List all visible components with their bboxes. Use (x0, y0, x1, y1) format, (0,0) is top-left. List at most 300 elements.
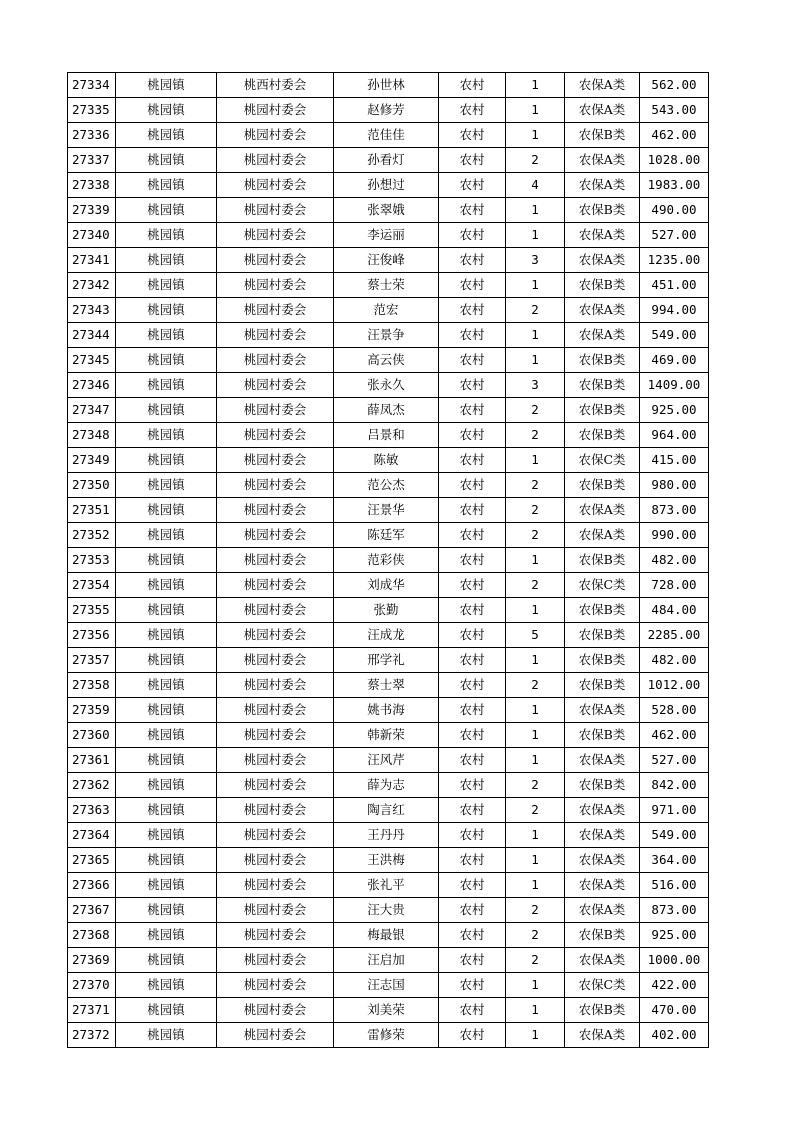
household-type-cell: 农村 (439, 198, 506, 223)
table-row (68, 873, 709, 898)
person-count-cell: 2 (506, 298, 565, 323)
household-type-cell: 农村 (439, 648, 506, 673)
household-type-cell: 农村 (439, 723, 506, 748)
amount-cell: 527.00 (640, 748, 709, 773)
table-row (68, 773, 709, 798)
name-cell: 汪景华 (334, 498, 439, 523)
name-cell: 陶言红 (334, 798, 439, 823)
village-committee-cell: 桃园村委会 (217, 648, 334, 673)
village-committee-cell: 桃园村委会 (217, 798, 334, 823)
village-committee-cell: 桃园村委会 (217, 173, 334, 198)
person-count-cell: 2 (506, 923, 565, 948)
household-type-cell: 农村 (439, 873, 506, 898)
town-cell: 桃园镇 (116, 923, 217, 948)
table-row (68, 198, 709, 223)
name-cell: 汪成龙 (334, 623, 439, 648)
insurance-category-cell: 农保C类 (565, 448, 640, 473)
name-cell: 张勤 (334, 598, 439, 623)
village-committee-cell: 桃园村委会 (217, 298, 334, 323)
person-count-cell: 1 (506, 98, 565, 123)
row-id-cell: 27357 (68, 648, 116, 673)
person-count-cell: 1 (506, 323, 565, 348)
amount-cell: 990.00 (640, 523, 709, 548)
household-type-cell: 农村 (439, 348, 506, 373)
town-cell: 桃园镇 (116, 623, 217, 648)
name-cell: 孙看灯 (334, 148, 439, 173)
name-cell: 赵修芳 (334, 98, 439, 123)
amount-cell: 1028.00 (640, 148, 709, 173)
name-cell: 薛为志 (334, 773, 439, 798)
household-type-cell: 农村 (439, 123, 506, 148)
insurance-category-cell: 农保B类 (565, 673, 640, 698)
name-cell: 陈敏 (334, 448, 439, 473)
row-id-cell: 27348 (68, 423, 116, 448)
town-cell: 桃园镇 (116, 673, 217, 698)
table-row (68, 798, 709, 823)
amount-cell: 980.00 (640, 473, 709, 498)
insurance-category-cell: 农保B类 (565, 923, 640, 948)
table-row (68, 748, 709, 773)
insurance-category-cell: 农保A类 (565, 223, 640, 248)
amount-cell: 469.00 (640, 348, 709, 373)
name-cell: 张礼平 (334, 873, 439, 898)
household-type-cell: 农村 (439, 473, 506, 498)
town-cell: 桃园镇 (116, 173, 217, 198)
insurance-category-cell: 农保B类 (565, 598, 640, 623)
insurance-category-cell: 农保A类 (565, 698, 640, 723)
village-committee-cell: 桃园村委会 (217, 248, 334, 273)
table-row (68, 223, 709, 248)
amount-cell: 1235.00 (640, 248, 709, 273)
name-cell: 王洪梅 (334, 848, 439, 873)
row-id-cell: 27367 (68, 898, 116, 923)
table-row (68, 898, 709, 923)
household-type-cell: 农村 (439, 423, 506, 448)
name-cell: 蔡士翠 (334, 673, 439, 698)
name-cell: 高云侠 (334, 348, 439, 373)
amount-cell: 549.00 (640, 823, 709, 848)
name-cell: 韩新荣 (334, 723, 439, 748)
household-type-cell: 农村 (439, 373, 506, 398)
name-cell: 孙世林 (334, 73, 439, 98)
row-id-cell: 27349 (68, 448, 116, 473)
household-type-cell: 农村 (439, 748, 506, 773)
row-id-cell: 27336 (68, 123, 116, 148)
insurance-category-cell: 农保A类 (565, 298, 640, 323)
household-type-cell: 农村 (439, 898, 506, 923)
village-committee-cell: 桃园村委会 (217, 573, 334, 598)
amount-cell: 1409.00 (640, 373, 709, 398)
amount-cell: 482.00 (640, 648, 709, 673)
person-count-cell: 1 (506, 273, 565, 298)
amount-cell: 728.00 (640, 573, 709, 598)
row-id-cell: 27363 (68, 798, 116, 823)
name-cell: 范公杰 (334, 473, 439, 498)
village-committee-cell: 桃园村委会 (217, 698, 334, 723)
town-cell: 桃园镇 (116, 848, 217, 873)
table-row (68, 248, 709, 273)
town-cell: 桃园镇 (116, 273, 217, 298)
amount-cell: 1012.00 (640, 673, 709, 698)
town-cell: 桃园镇 (116, 873, 217, 898)
household-type-cell: 农村 (439, 148, 506, 173)
amount-cell: 482.00 (640, 548, 709, 573)
name-cell: 刘美荣 (334, 998, 439, 1023)
amount-cell: 415.00 (640, 448, 709, 473)
household-type-cell: 农村 (439, 548, 506, 573)
person-count-cell: 1 (506, 823, 565, 848)
amount-cell: 543.00 (640, 98, 709, 123)
person-count-cell: 5 (506, 623, 565, 648)
insurance-category-cell: 农保A类 (565, 98, 640, 123)
town-cell: 桃园镇 (116, 123, 217, 148)
amount-cell: 527.00 (640, 223, 709, 248)
row-id-cell: 27350 (68, 473, 116, 498)
insurance-category-cell: 农保A类 (565, 248, 640, 273)
insurance-category-cell: 农保B类 (565, 648, 640, 673)
village-committee-cell: 桃园村委会 (217, 998, 334, 1023)
amount-cell: 364.00 (640, 848, 709, 873)
village-committee-cell: 桃园村委会 (217, 548, 334, 573)
amount-cell: 484.00 (640, 598, 709, 623)
row-id-cell: 27346 (68, 373, 116, 398)
table-row (68, 673, 709, 698)
name-cell: 王丹丹 (334, 823, 439, 848)
name-cell: 汪景争 (334, 323, 439, 348)
table-row (68, 848, 709, 873)
household-type-cell: 农村 (439, 823, 506, 848)
person-count-cell: 2 (506, 673, 565, 698)
table-row (68, 173, 709, 198)
insurance-category-cell: 农保B类 (565, 998, 640, 1023)
person-count-cell: 2 (506, 773, 565, 798)
amount-cell: 451.00 (640, 273, 709, 298)
amount-cell: 470.00 (640, 998, 709, 1023)
row-id-cell: 27369 (68, 948, 116, 973)
amount-cell: 925.00 (640, 398, 709, 423)
village-committee-cell: 桃园村委会 (217, 323, 334, 348)
row-id-cell: 27355 (68, 598, 116, 623)
row-id-cell: 27343 (68, 298, 116, 323)
household-type-cell: 农村 (439, 623, 506, 648)
town-cell: 桃园镇 (116, 473, 217, 498)
household-type-cell: 农村 (439, 948, 506, 973)
table-row (68, 548, 709, 573)
row-id-cell: 27347 (68, 398, 116, 423)
person-count-cell: 1 (506, 698, 565, 723)
village-committee-cell: 桃园村委会 (217, 723, 334, 748)
person-count-cell: 2 (506, 948, 565, 973)
household-type-cell: 农村 (439, 498, 506, 523)
table-row (68, 523, 709, 548)
person-count-cell: 1 (506, 973, 565, 998)
amount-cell: 2285.00 (640, 623, 709, 648)
name-cell: 薛凤杰 (334, 398, 439, 423)
insurance-category-cell: 农保A类 (565, 73, 640, 98)
table-row (68, 273, 709, 298)
name-cell: 范宏 (334, 298, 439, 323)
village-committee-cell: 桃园村委会 (217, 98, 334, 123)
name-cell: 范佳佳 (334, 123, 439, 148)
household-type-cell: 农村 (439, 298, 506, 323)
person-count-cell: 1 (506, 873, 565, 898)
person-count-cell: 1 (506, 198, 565, 223)
row-id-cell: 27341 (68, 248, 116, 273)
insurance-category-cell: 农保C类 (565, 573, 640, 598)
household-type-cell: 农村 (439, 248, 506, 273)
amount-cell: 562.00 (640, 73, 709, 98)
household-type-cell: 农村 (439, 398, 506, 423)
row-id-cell: 27340 (68, 223, 116, 248)
insurance-category-cell: 农保B类 (565, 623, 640, 648)
person-count-cell: 2 (506, 573, 565, 598)
person-count-cell: 1 (506, 1023, 565, 1048)
village-committee-cell: 桃园村委会 (217, 423, 334, 448)
row-id-cell: 27334 (68, 73, 116, 98)
village-committee-cell: 桃园村委会 (217, 623, 334, 648)
name-cell: 张翠娥 (334, 198, 439, 223)
town-cell: 桃园镇 (116, 898, 217, 923)
table-row (68, 1023, 709, 1048)
row-id-cell: 27356 (68, 623, 116, 648)
household-type-cell: 农村 (439, 323, 506, 348)
town-cell: 桃园镇 (116, 98, 217, 123)
table-row (68, 148, 709, 173)
name-cell: 范彩侠 (334, 548, 439, 573)
insurance-category-cell: 农保B类 (565, 398, 640, 423)
row-id-cell: 27354 (68, 573, 116, 598)
row-id-cell: 27360 (68, 723, 116, 748)
household-type-cell: 农村 (439, 448, 506, 473)
table-row (68, 598, 709, 623)
household-type-cell: 农村 (439, 573, 506, 598)
row-id-cell: 27344 (68, 323, 116, 348)
person-count-cell: 4 (506, 173, 565, 198)
town-cell: 桃园镇 (116, 73, 217, 98)
village-committee-cell: 桃园村委会 (217, 948, 334, 973)
table-row (68, 498, 709, 523)
insurance-category-cell: 农保A类 (565, 848, 640, 873)
row-id-cell: 27351 (68, 498, 116, 523)
data-table (67, 72, 709, 1048)
amount-cell: 925.00 (640, 923, 709, 948)
village-committee-cell: 桃西村委会 (217, 73, 334, 98)
row-id-cell: 27359 (68, 698, 116, 723)
name-cell: 汪启加 (334, 948, 439, 973)
amount-cell: 490.00 (640, 198, 709, 223)
name-cell: 邢学礼 (334, 648, 439, 673)
household-type-cell: 农村 (439, 598, 506, 623)
town-cell: 桃园镇 (116, 423, 217, 448)
amount-cell: 1000.00 (640, 948, 709, 973)
row-id-cell: 27352 (68, 523, 116, 548)
town-cell: 桃园镇 (116, 523, 217, 548)
table-row (68, 948, 709, 973)
household-type-cell: 农村 (439, 173, 506, 198)
town-cell: 桃园镇 (116, 648, 217, 673)
name-cell: 梅最银 (334, 923, 439, 948)
table-row (68, 923, 709, 948)
village-committee-cell: 桃园村委会 (217, 748, 334, 773)
village-committee-cell: 桃园村委会 (217, 1023, 334, 1048)
name-cell: 吕景和 (334, 423, 439, 448)
person-count-cell: 2 (506, 523, 565, 548)
village-committee-cell: 桃园村委会 (217, 973, 334, 998)
village-committee-cell: 桃园村委会 (217, 523, 334, 548)
village-committee-cell: 桃园村委会 (217, 598, 334, 623)
amount-cell: 842.00 (640, 773, 709, 798)
person-count-cell: 1 (506, 548, 565, 573)
household-type-cell: 农村 (439, 698, 506, 723)
row-id-cell: 27364 (68, 823, 116, 848)
household-type-cell: 农村 (439, 223, 506, 248)
household-type-cell: 农村 (439, 973, 506, 998)
town-cell: 桃园镇 (116, 348, 217, 373)
town-cell: 桃园镇 (116, 698, 217, 723)
household-type-cell: 农村 (439, 798, 506, 823)
table-row (68, 98, 709, 123)
name-cell: 孙想过 (334, 173, 439, 198)
person-count-cell: 2 (506, 498, 565, 523)
table-row (68, 348, 709, 373)
insurance-category-cell: 农保B类 (565, 773, 640, 798)
village-committee-cell: 桃园村委会 (217, 148, 334, 173)
insurance-category-cell: 农保B类 (565, 723, 640, 748)
household-type-cell: 农村 (439, 773, 506, 798)
household-type-cell: 农村 (439, 673, 506, 698)
row-id-cell: 27372 (68, 1023, 116, 1048)
name-cell: 蔡士荣 (334, 273, 439, 298)
table-row (68, 573, 709, 598)
person-count-cell: 1 (506, 748, 565, 773)
town-cell: 桃园镇 (116, 973, 217, 998)
amount-cell: 994.00 (640, 298, 709, 323)
amount-cell: 964.00 (640, 423, 709, 448)
person-count-cell: 1 (506, 73, 565, 98)
household-type-cell: 农村 (439, 1023, 506, 1048)
village-committee-cell: 桃园村委会 (217, 273, 334, 298)
town-cell: 桃园镇 (116, 198, 217, 223)
insurance-category-cell: 农保A类 (565, 173, 640, 198)
insurance-category-cell: 农保B类 (565, 123, 640, 148)
village-committee-cell: 桃园村委会 (217, 198, 334, 223)
row-id-cell: 27362 (68, 773, 116, 798)
amount-cell: 462.00 (640, 723, 709, 748)
table-row (68, 973, 709, 998)
person-count-cell: 1 (506, 998, 565, 1023)
village-committee-cell: 桃园村委会 (217, 348, 334, 373)
table-row (68, 623, 709, 648)
amount-cell: 528.00 (640, 698, 709, 723)
town-cell: 桃园镇 (116, 248, 217, 273)
household-type-cell: 农村 (439, 98, 506, 123)
amount-cell: 873.00 (640, 498, 709, 523)
table-row (68, 448, 709, 473)
person-count-cell: 2 (506, 898, 565, 923)
amount-cell: 873.00 (640, 898, 709, 923)
name-cell: 汪大贵 (334, 898, 439, 923)
person-count-cell: 2 (506, 423, 565, 448)
insurance-category-cell: 农保B类 (565, 273, 640, 298)
village-committee-cell: 桃园村委会 (217, 848, 334, 873)
insurance-category-cell: 农保A类 (565, 873, 640, 898)
name-cell: 刘成华 (334, 573, 439, 598)
town-cell: 桃园镇 (116, 148, 217, 173)
insurance-category-cell: 农保A类 (565, 498, 640, 523)
table-row (68, 723, 709, 748)
name-cell: 雷修荣 (334, 1023, 439, 1048)
town-cell: 桃园镇 (116, 598, 217, 623)
row-id-cell: 27339 (68, 198, 116, 223)
person-count-cell: 3 (506, 373, 565, 398)
row-id-cell: 27368 (68, 923, 116, 948)
name-cell: 姚书海 (334, 698, 439, 723)
insurance-category-cell: 农保A类 (565, 523, 640, 548)
town-cell: 桃园镇 (116, 798, 217, 823)
person-count-cell: 1 (506, 223, 565, 248)
row-id-cell: 27365 (68, 848, 116, 873)
household-type-cell: 农村 (439, 73, 506, 98)
town-cell: 桃园镇 (116, 223, 217, 248)
town-cell: 桃园镇 (116, 1023, 217, 1048)
table-row (68, 648, 709, 673)
row-id-cell: 27338 (68, 173, 116, 198)
table-row (68, 473, 709, 498)
table-row (68, 823, 709, 848)
village-committee-cell: 桃园村委会 (217, 373, 334, 398)
insurance-category-cell: 农保B类 (565, 198, 640, 223)
name-cell: 汪志国 (334, 973, 439, 998)
household-type-cell: 农村 (439, 273, 506, 298)
amount-cell: 462.00 (640, 123, 709, 148)
person-count-cell: 2 (506, 398, 565, 423)
insurance-category-cell: 农保A类 (565, 948, 640, 973)
amount-cell: 971.00 (640, 798, 709, 823)
village-committee-cell: 桃园村委会 (217, 673, 334, 698)
insurance-category-cell: 农保A类 (565, 748, 640, 773)
row-id-cell: 27337 (68, 148, 116, 173)
town-cell: 桃园镇 (116, 573, 217, 598)
row-id-cell: 27361 (68, 748, 116, 773)
insurance-category-cell: 农保B类 (565, 473, 640, 498)
village-committee-cell: 桃园村委会 (217, 923, 334, 948)
insurance-category-cell: 农保B类 (565, 548, 640, 573)
row-id-cell: 27335 (68, 98, 116, 123)
household-type-cell: 农村 (439, 998, 506, 1023)
town-cell: 桃园镇 (116, 373, 217, 398)
household-type-cell: 农村 (439, 523, 506, 548)
village-committee-cell: 桃园村委会 (217, 773, 334, 798)
town-cell: 桃园镇 (116, 548, 217, 573)
insurance-category-cell: 农保A类 (565, 898, 640, 923)
village-committee-cell: 桃园村委会 (217, 448, 334, 473)
town-cell: 桃园镇 (116, 723, 217, 748)
amount-cell: 549.00 (640, 323, 709, 348)
village-committee-cell: 桃园村委会 (217, 498, 334, 523)
village-committee-cell: 桃园村委会 (217, 123, 334, 148)
village-committee-cell: 桃园村委会 (217, 398, 334, 423)
insurance-category-cell: 农保A类 (565, 1023, 640, 1048)
person-count-cell: 1 (506, 723, 565, 748)
town-cell: 桃园镇 (116, 398, 217, 423)
table-row (68, 998, 709, 1023)
insurance-category-cell: 农保B类 (565, 423, 640, 448)
name-cell: 汪风芹 (334, 748, 439, 773)
table-row (68, 323, 709, 348)
amount-cell: 402.00 (640, 1023, 709, 1048)
village-committee-cell: 桃园村委会 (217, 873, 334, 898)
person-count-cell: 1 (506, 348, 565, 373)
